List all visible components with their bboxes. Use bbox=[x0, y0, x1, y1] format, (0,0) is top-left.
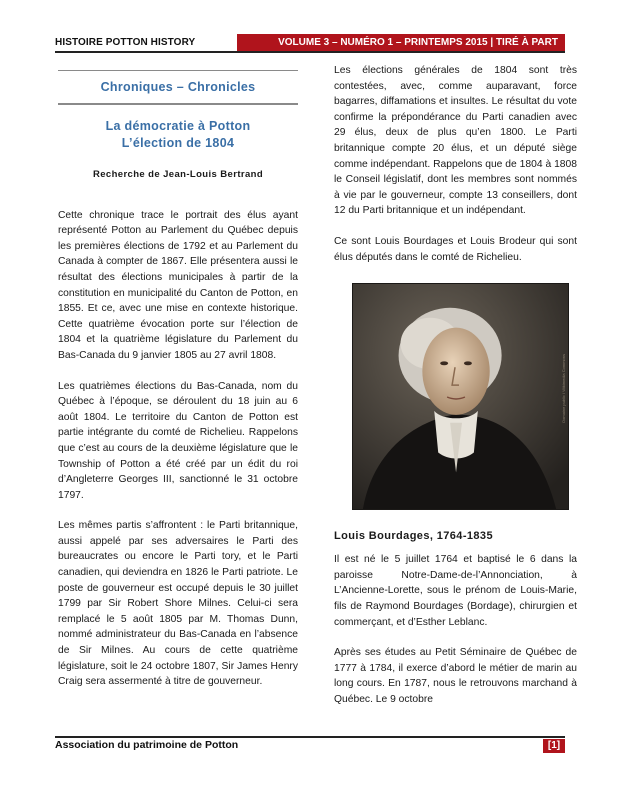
article-title-line2: L’élection de 1804 bbox=[121, 135, 235, 150]
page-number: [1] bbox=[543, 739, 565, 753]
paragraph: Il est né le 5 juillet 1764 et baptisé le 6 dans la paroisse Notre-Dame-de-l’Annonciation, à L’Ancienne-Lorette, sous le prénom de Louis-Marie, fils de Raymond Bourdages (Bordage), chirurgien et commerçant, et d’Esther Leblanc. bbox=[334, 554, 577, 628]
portrait-credit: Domaine public / Wikimedia Commons bbox=[561, 354, 566, 423]
section-rule-bottom bbox=[58, 103, 298, 104]
portrait-image bbox=[352, 283, 569, 510]
byline: Recherche de Jean-Louis Bertrand bbox=[92, 168, 264, 180]
article-title bbox=[58, 118, 298, 152]
left-column bbox=[58, 70, 298, 705]
page-footer bbox=[55, 736, 565, 754]
publisher-name: Association du patrimoine de Potton bbox=[55, 739, 239, 751]
right-column bbox=[334, 63, 577, 722]
issue-banner: VOLUME 3 – NUMÉRO 1 – PRINTEMPS 2015 | TIRÉ À PART bbox=[237, 34, 565, 52]
section-title: Chroniques – Chronicles bbox=[100, 80, 256, 95]
paragraph: Les élections générales de 1804 sont très contestées, avec, comme auparavant, force bagarres, diffamations et insultes. Le résultat du vote confirme la prépondérance du Parti canadien avec 29 élus, deux de plus qu’en 1800. Le Parti britannique compte 20 élus, et un député siège comme indépendant. Rappelons que de 1804 à 1808 le Conseil législatif, dont les membres sont nommés à vie par le gouverneur, compte 13 conseillers, dont 12 du Parti britannique et un indépendant. bbox=[334, 65, 577, 217]
article-title-line1: La démocratie à Potton bbox=[105, 118, 251, 133]
subheading: Louis Bourdages, 1764-1835 bbox=[334, 530, 493, 543]
paragraph: Les mêmes partis s’affrontent : le Parti britannique, aussi appelé par ses adversaires le Parti des bureaucrates ou encore le Parti tory, et le Parti canadien, qui deviendra en 1826 le Parti patriote. Le poste de gouverneur est occupé depuis le 30 juillet 1799 par Sir Robert Shore Milnes. Celui-ci sera remplacé le 5 août 1805 par M. Thomas Dunn, nommé administrateur du Bas-Canada en l’absence de Sir Milnes. Au cours de cette quatrième législature, soit le 24 octobre 1807, Sir James Henry Craig sera assermenté à titre de gouverneur. bbox=[58, 520, 298, 688]
header-divider bbox=[55, 51, 565, 53]
paragraph: Les quatrièmes élections du Bas-Canada, nom du Québec à l’époque, se déroulent du 18 juin au 6 août 1804. Le territoire du Canton de Potton est partie intégrante du comté de Richelieu. Rappelons que c’est au cours de la deuxième législature que le Township of Potton a été créé par un édit du roi d’Angleterre Georges III, sanctionné le 31 octobre 1797. bbox=[58, 380, 298, 501]
footer-divider bbox=[55, 736, 565, 738]
journal-name: HISTOIRE POTTON HISTORY bbox=[55, 37, 196, 48]
paragraph: Cette chronique trace le portrait des élus ayant représenté Potton au Parlement du Québec depuis les premières élections de 1792 et au Parlement du Canada à compter de 1867. Elle présentera aussi le résultat des élections municipales à partir de la constitution en municipalité du Canton de Potton, en 1855. Et ce, avec une mise en contexte historique. Cette quatrième évocation porte sur l’élection de 1804 et la quatrième législature du Parlement du Bas-Canada du 9 janvier 1805 au 27 avril 1808. bbox=[58, 209, 298, 361]
portrait-painting bbox=[353, 284, 568, 509]
paragraph: Ce sont Louis Bourdages et Louis Brodeur qui sont élus députés dans le comté de Richelieu. bbox=[334, 235, 577, 263]
page-header bbox=[55, 34, 565, 52]
paragraph: Après ses études au Petit Séminaire de Québec de 1777 à 1784, il exerce d’abord le métier de marin au long cours. En 1787, nous le retrouvons marchand à Québec. Le 9 octobre bbox=[334, 647, 577, 705]
